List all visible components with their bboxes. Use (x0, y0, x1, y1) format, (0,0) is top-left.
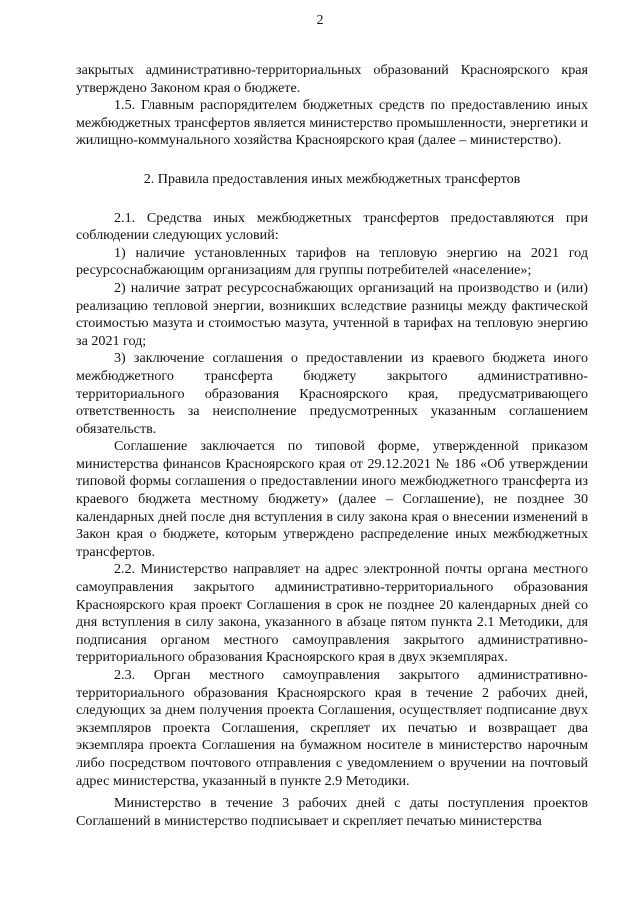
paragraph-2-3: 2.3. Орган местного самоуправления закрытого административно-территориального образования Красноярского края в течение 2 рабочих дней, следующих за днем получения проекта Соглашения, осуществляет подписание двух экземпляров проекта Соглашения, скрепляет их печатью и возвращает два экземпляра проекта Соглашения на бумажном носителе в министерство нарочным либо посредством почтового отправления с уведомлением о вручении на почтовый адрес министерства, указанный в пункте 2.9 Методики. (76, 667, 588, 789)
paragraph-ministry: Министерство в течение 3 рабочих дней с даты поступления проектов Соглашений в министерство подписывает и скрепляет печатью министерства (76, 795, 588, 829)
document-body (76, 62, 588, 830)
paragraph-agreement: Соглашение заключается по типовой форме, утвержденной приказом министерства финансов Красноярского края от 29.12.2021 № 186 «Об утверждении типовой формы соглашения о предоставлении иного межбюджетного трансферта из краевого бюджета местному бюджету» (далее – Соглашение), не позднее 30 календарных дней после дня вступления в силу закона края о внесении изменений в Закон края о бюджете, которым утверждено распределение иных межбюджетных трансфертов. (76, 438, 588, 560)
paragraph-2-1: 2.1. Средства иных межбюджетных трансфертов предоставляются при соблюдении следующих условий: (76, 209, 588, 244)
condition-2: 2) наличие затрат ресурсоснабжающих организаций на производство и (или) реализацию тепловой энергии, возникших вследствие разницы между фактической стоимостью мазута и стоимостью мазута, учтенной в тарифах на тепловую энергию за 2021 год; (76, 279, 588, 349)
section-heading: 2. Правила предоставления иных межбюджетных трансфертов (143, 170, 521, 187)
condition-3: 3) заключение соглашения о предоставлении из краевого бюджета иного межбюджетного трансферта бюджету закрытого административно-территориального образования Красноярского края, предусматривающего ответственность за неисполнение предусмотренных указанным соглашением обязательств. (76, 350, 588, 437)
paragraph-continuation: закрытых административно-территориальных образований Красноярского края утверждено Законом края о бюджете. (76, 62, 588, 96)
condition-1: 1) наличие установленных тарифов на тепловую энергию на 2021 год ресурсоснабжающим организациям для группы потребителей «население»; (76, 244, 588, 279)
paragraph-1-5: 1.5. Главным распорядителем бюджетных средств по предоставлению иных межбюджетных трансфертов является министерство промышленности, энергетики и жилищно-коммунального хозяйства Красноярского края (далее – министерство). (76, 97, 588, 149)
paragraph-2-2: 2.2. Министерство направляет на адрес электронной почты органа местного самоуправления закрытого административно-территориального образования Красноярского края проект Соглашения в срок не позднее 20 календарных дней со дня вступления в силу закона, указанного в абзаце пятом пункта 2.1 Методики, для подписания органом местного самоуправления закрытого административно-территориального образования Красноярского края в двух экземплярах. (76, 561, 588, 666)
page-number: 2 (316, 13, 324, 28)
